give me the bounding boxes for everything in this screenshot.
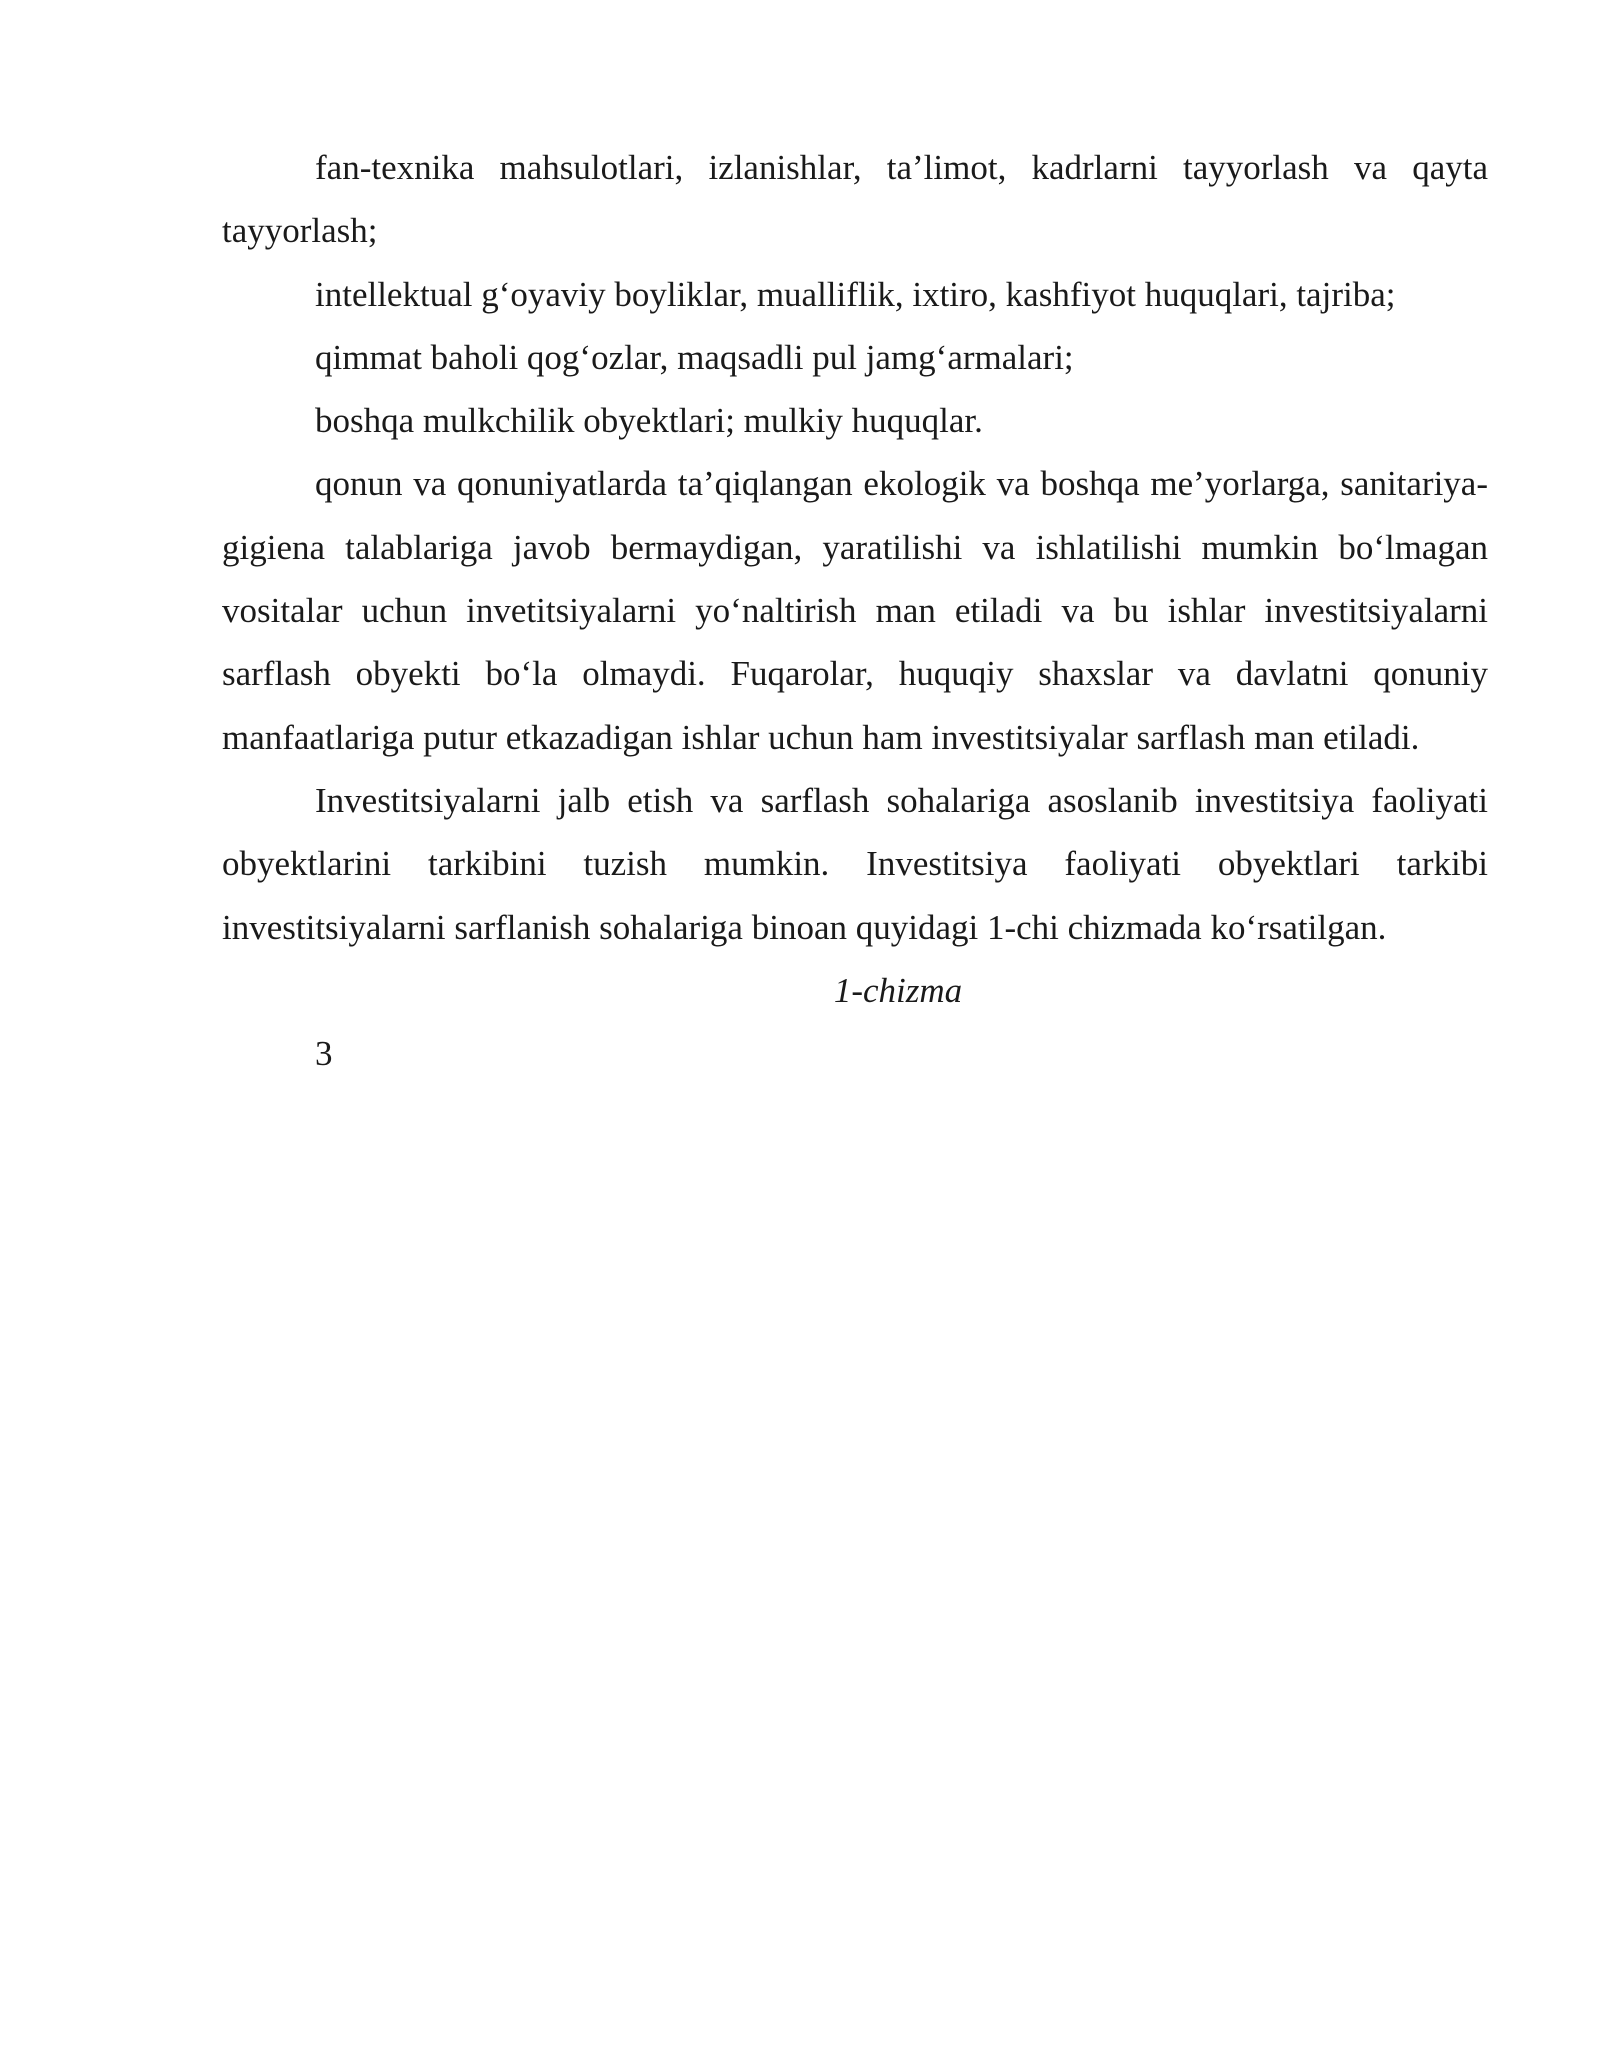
paragraph-6: Investitsiyalarni jalb etish va sarflash sohalariga asoslanib investitsiya faoliyati obyektlarini tarkibini tuzish mumkin. Investitsiya faoliyati obyektlari tarkibi investitsiyalarni sarflanish sohalariga binoan quyidagi 1-chi chizmada ko‘rsatilgan. <box>222 780 1488 947</box>
document-body <box>222 136 1488 1085</box>
paragraph-3: qimmat baholi qog‘ozlar, maqsadli pul jamg‘armalari; <box>315 337 1074 377</box>
paragraph-5: qonun va qonuniyatlarda ta’qiqlangan ekologik va boshqa me’yorlarga, sanitariya-gigiena talablariga javob bermaydigan, yaratilishi va ishlatilishi mumkin bo‘lmagan vositalar uchun invetitsiyalarni yo‘naltirish man etiladi va bu ishlar investitsiyalarni sarflash obyekti bo‘la olmaydi. Fuqarolar, huquqiy shaxslar va davlatni qonuniy manfaatlariga putur etkazadigan ishlar uchun ham investitsiyalar sarflash man etiladi. <box>222 464 1488 757</box>
paragraph-2: intellektual g‘oyaviy boyliklar, mualliflik, ixtiro, kashfiyot huquqlari, tajriba; <box>315 274 1396 314</box>
paragraph-4: boshqa mulkchilik obyektlari; mulkiy huquqlar. <box>315 401 983 441</box>
page-number: 3 <box>315 1034 333 1074</box>
paragraph-1: fan-texnika mahsulotlari, izlanishlar, ta’limot, kadrlarni tayyorlash va qayta tayyorlash; <box>222 148 1488 251</box>
figure-caption: 1-chizma <box>833 970 963 1010</box>
